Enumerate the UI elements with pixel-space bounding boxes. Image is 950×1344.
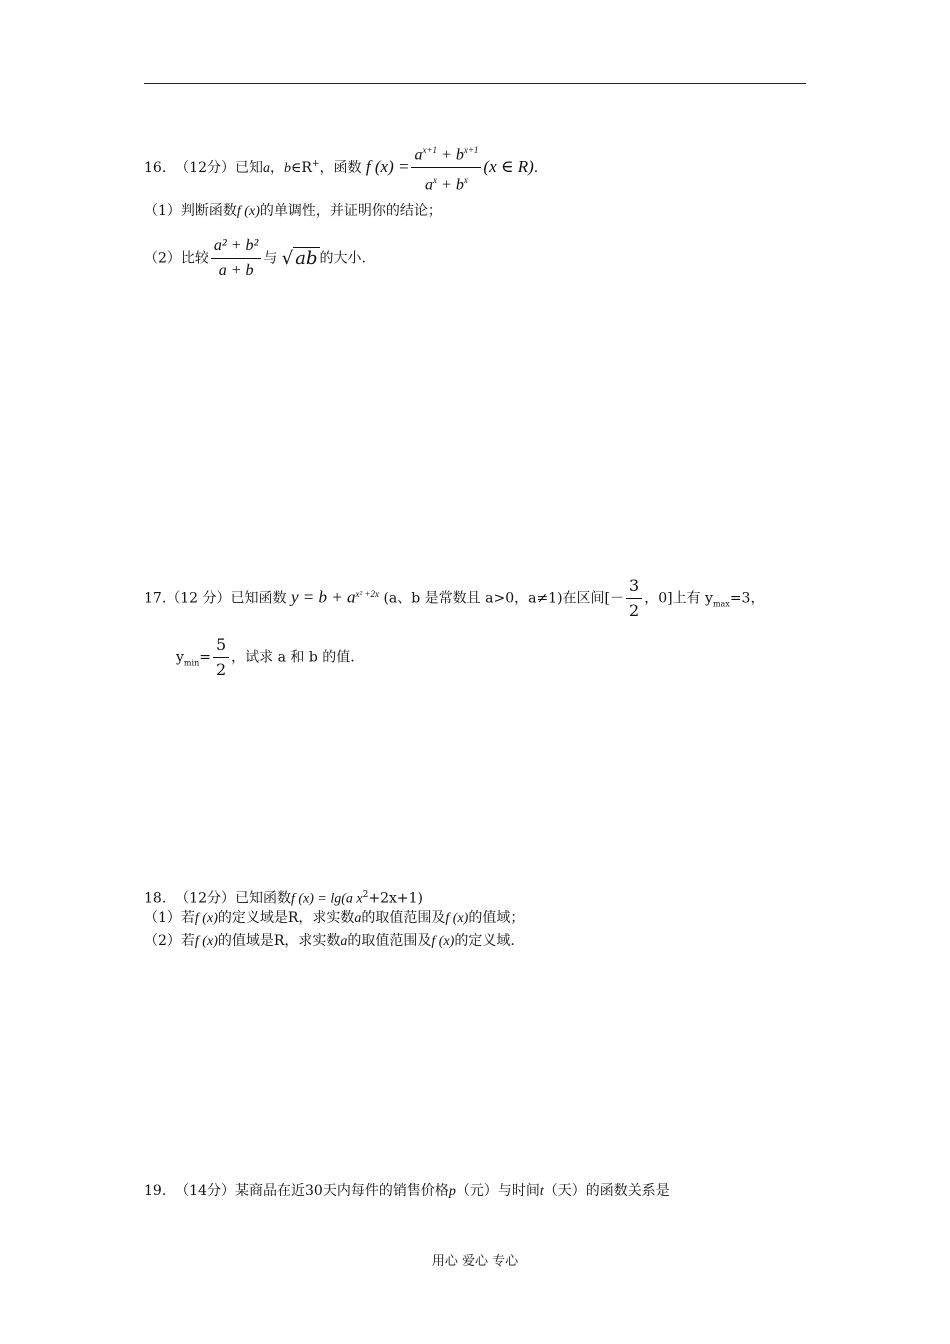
q17-min-fraction: $\frac{5}{2}$	[213, 635, 229, 680]
q18-number: 18.	[144, 890, 167, 907]
q16-part2: （2）比较 $\frac{\text{a² + b²}}{a + b}$ 与 √ ab 的大小.	[144, 237, 366, 279]
page-footer: 用心 爱心 专心	[431, 1254, 519, 1269]
q19-stem: 19. （14分）某商品在近30天内每件的销售价格p（元）与时间t（天）的函数关系是	[144, 1183, 670, 1199]
q17-score: （12 分）	[166, 590, 231, 607]
q16-part2-fraction: $\frac{\text{a² + b²}}{a + b}$	[211, 236, 261, 281]
sqrt-symbol: √ ab	[281, 247, 318, 269]
q19-score: （14分）	[175, 1183, 235, 1199]
q17-formula: y = b + a	[290, 587, 356, 607]
q17-stem: 17.（12 分）已知函数 $y = b + a^{x^2 +2x}$ (a、b 是常数且 a>0，a≠1)在区间[－ $\frac{3}{2}$ ，0]上有 $y_{max}=3$，	[144, 576, 765, 620]
q16-part1: （1）判断函数f (x)的单调性，并证明你的结论；	[144, 203, 442, 219]
q18-stem: 18. （12分）已知函数f (x) = lg(a $x^2+2x+1$)	[144, 890, 424, 907]
q17-fraction: $\frac{3}{2}$	[626, 576, 642, 621]
q18-score: （12分）	[175, 890, 235, 907]
q18-part1: （1）若f (x)的定义域是R，求实数a的取值范围及f (x)的值域；	[144, 910, 525, 926]
q17-number: 17.	[144, 590, 167, 607]
q16-fraction: $\frac{a^{x+1} + b^{x+1}}{a^x + b^x}$	[411, 140, 481, 196]
q16-number: 16.	[144, 159, 167, 176]
header-rule	[144, 83, 806, 84]
q16-stem: 16. （12分）已知a，b∈R+，函数 f (x) = $\frac{a^{x+1} + b^{x+1}}{a^x + b^x}$ (x ∈ R).	[144, 140, 538, 196]
q16-score: （12分）	[175, 159, 235, 176]
q16-formula-lhs: f (x) =	[365, 156, 410, 176]
q19-number: 19.	[144, 1183, 167, 1199]
q17-line2: $y_{min}=$ $\frac{5}{2}$ ，试求 a 和 b 的值.	[176, 635, 355, 679]
q16-domain: (x ∈ R)	[483, 156, 534, 176]
q18-part2: （2）若f (x)的值域是R，求实数a的取值范围及f (x)的定义域.	[144, 933, 515, 949]
